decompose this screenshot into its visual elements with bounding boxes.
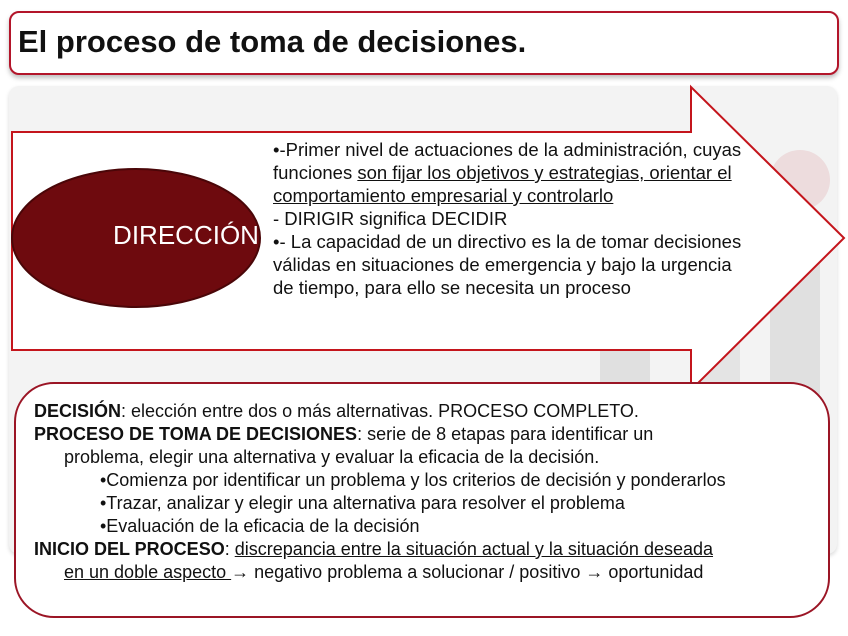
direccion-label: DIRECCIÓN xyxy=(113,220,259,250)
step-3: •Evaluación de la eficacia de la decisión xyxy=(100,516,420,536)
inicio-definition-cont: en un doble aspecto → negativo problema a solucionar / positivo → oportunidad xyxy=(64,562,704,582)
bullet-1: •-Primer nivel de actuaciones de la administración, cuyas funciones son fijar los objetivos y estrategias, orientar el comportamiento empresarial y controlarlo xyxy=(273,139,742,206)
proceso-definition-cont: problema, elegir una alternativa y evaluar la eficacia de la decisión. xyxy=(64,447,600,467)
step-1: •Comienza por identificar un problema y los criterios de decisión y ponderarlos xyxy=(100,470,726,490)
step-2: •Trazar, analizar y elegir una alternativa para resolver el problema xyxy=(100,493,625,513)
slide-title: El proceso de toma de decisiones. xyxy=(18,24,527,59)
proceso-definition: PROCESO DE TOMA DE DECISIONES: serie de 8 etapas para identificar un xyxy=(34,424,654,444)
direccion-bullets xyxy=(273,138,743,299)
decision-definition: DECISIÓN: elección entre dos o más alternativas. PROCESO COMPLETO. xyxy=(34,401,639,421)
bullet-3: •- La capacidad de un directivo es la de tomar decisiones válidas en situaciones de emergencia y bajo la urgencia de tiempo, para ello se necesita un proceso xyxy=(273,231,742,298)
bullet-2: - DIRIGIR significa DECIDIR xyxy=(273,208,508,229)
inicio-definition: INICIO DEL PROCESO: discrepancia entre la situación actual y la situación deseada xyxy=(34,539,714,559)
definitions-text xyxy=(34,400,824,584)
